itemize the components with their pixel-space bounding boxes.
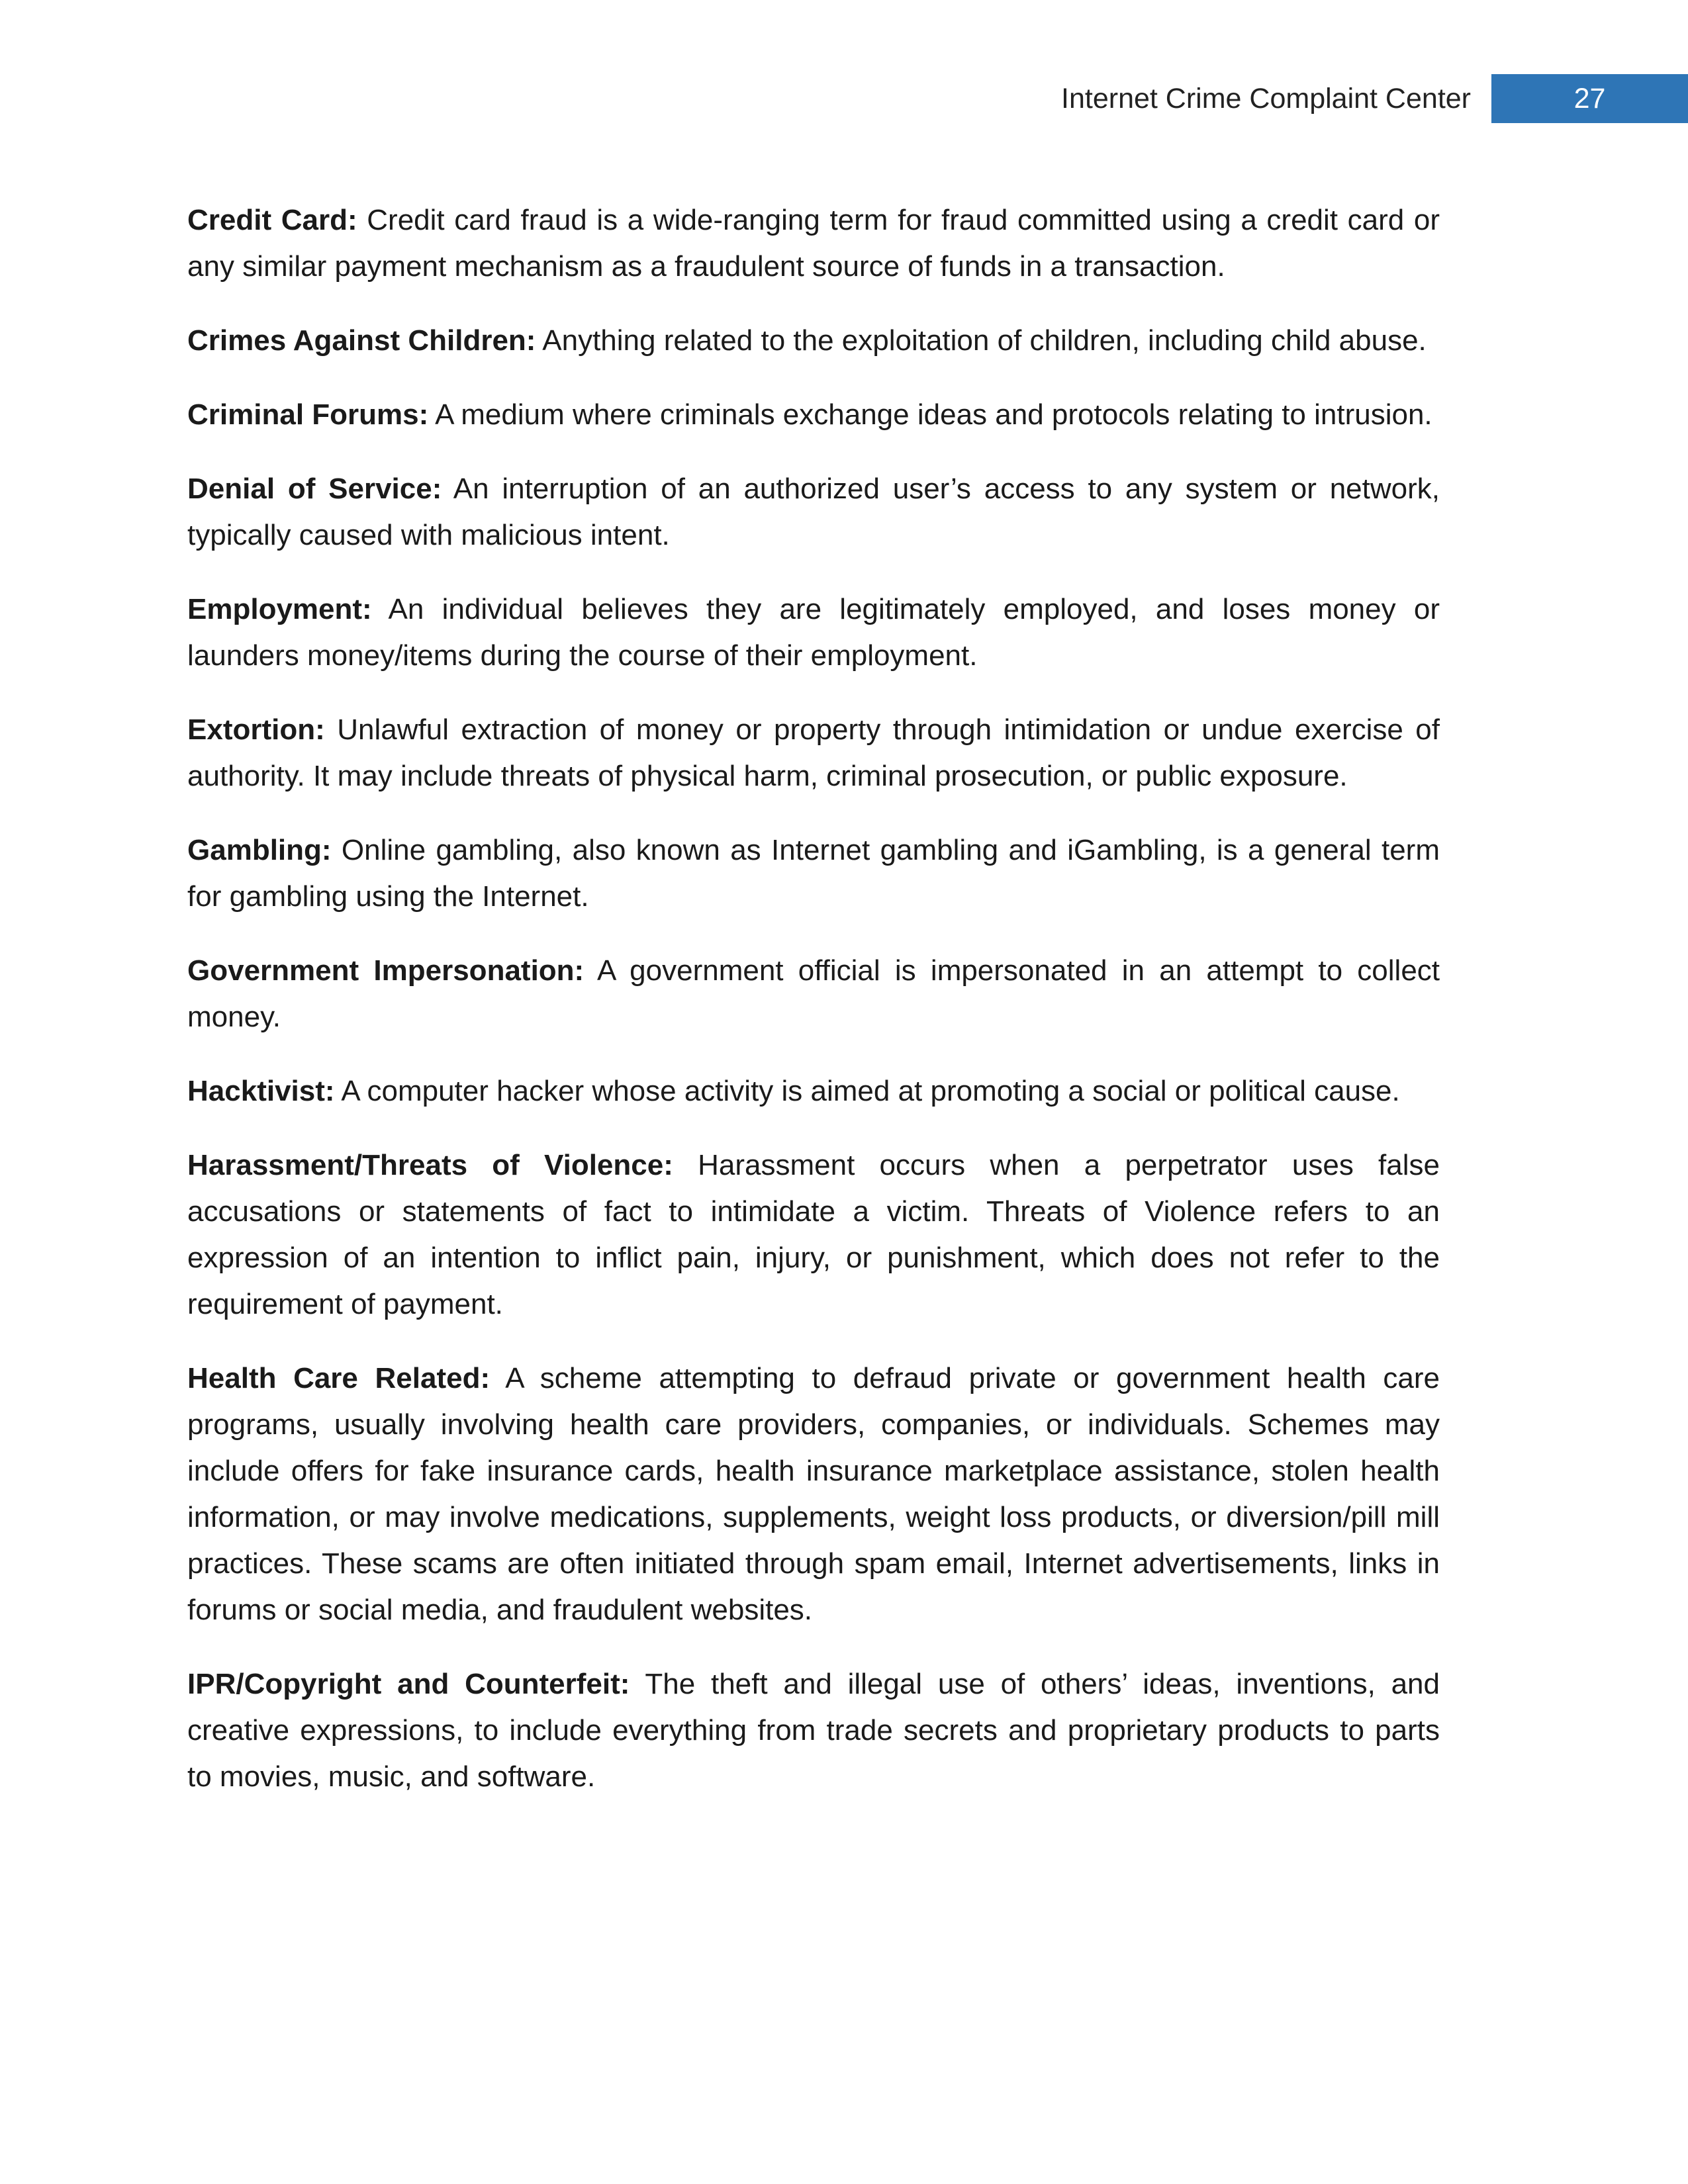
glossary-definition: An interruption of an authorized user’s access to any system or network, typically caused with malicious intent. xyxy=(187,473,1440,551)
glossary-definition: An individual believes they are legitimately employed, and loses money or launders money/items during the course of their employment. xyxy=(187,593,1440,672)
glossary-term: Health Care Related: xyxy=(187,1362,491,1394)
glossary-entry-ipr-copyright xyxy=(187,1661,1440,1800)
glossary-term: Credit Card: xyxy=(187,204,357,236)
glossary-term: Harassment/Threats of Violence: xyxy=(187,1149,673,1181)
glossary-definition: Harassment occurs when a perpetrator uses false accusations or statements of fact to intimidate a victim. Threats of Violence refers to an expression of an intention to inflict pain, injury, or punishment, which does not refer to the requirement of payment. xyxy=(187,1149,1440,1320)
page-header xyxy=(0,74,1688,123)
glossary xyxy=(187,197,1440,1828)
page-number: 27 xyxy=(1573,83,1606,114)
glossary-entry-extortion xyxy=(187,707,1440,799)
glossary-definition: Anything related to the exploitation of children, including child abuse. xyxy=(542,324,1427,357)
glossary-term: Denial of Service: xyxy=(187,473,442,505)
glossary-definition: A government official is impersonated in an attempt to collect money. xyxy=(187,954,1440,1033)
glossary-term: Criminal Forums: xyxy=(187,398,429,431)
glossary-term: Government Impersonation: xyxy=(187,954,585,987)
glossary-term: Crimes Against Children: xyxy=(187,324,536,357)
glossary-definition: A computer hacker whose activity is aimed at promoting a social or political cause. xyxy=(341,1075,1400,1107)
glossary-entry-denial-of-service xyxy=(187,466,1440,559)
glossary-definition: A medium where criminals exchange ideas and protocols relating to intrusion. xyxy=(435,398,1432,431)
glossary-term: Employment: xyxy=(187,593,372,625)
glossary-term: Hacktivist: xyxy=(187,1075,335,1107)
glossary-entry-hacktivist xyxy=(187,1068,1440,1115)
glossary-definition: A scheme attempting to defraud private or government health care programs, usually involving health care providers, companies, or individuals. Schemes may include offers for fake insurance cards, health insurance marketplace assistance, stolen health information, or may involve medications, supplements, weight loss products, or diversion/pill mill practices. These scams are often initiated through spam email, Internet advertisements, links in forums or social media, and fraudulent websites. xyxy=(187,1362,1440,1626)
glossary-entry-credit-card xyxy=(187,197,1440,290)
page-number-box xyxy=(1491,74,1688,123)
glossary-entry-criminal-forums xyxy=(187,392,1440,438)
glossary-entry-employment xyxy=(187,586,1440,679)
glossary-entry-health-care-related xyxy=(187,1355,1440,1633)
glossary-definition: Online gambling, also known as Internet gambling and iGambling, is a general term for gambling using the Internet. xyxy=(187,834,1440,913)
glossary-definition: Unlawful extraction of money or property through intimidation or undue exercise of authority. It may include threats of physical harm, criminal prosecution, or public exposure. xyxy=(187,713,1440,792)
glossary-entry-gambling xyxy=(187,827,1440,920)
glossary-definition: The theft and illegal use of others’ ideas, inventions, and creative expressions, to include everything from trade secrets and proprietary products to parts to movies, music, and software. xyxy=(187,1668,1440,1793)
glossary-definition: Credit card fraud is a wide-ranging term for fraud committed using a credit card or any similar payment mechanism as a fraudulent source of funds in a transaction. xyxy=(187,204,1440,283)
glossary-term: Gambling: xyxy=(187,834,332,866)
glossary-term: Extortion: xyxy=(187,713,325,746)
document-title: Internet Crime Complaint Center xyxy=(1061,83,1471,114)
glossary-entry-government-impersonation xyxy=(187,948,1440,1040)
glossary-entry-harassment-threats xyxy=(187,1142,1440,1328)
glossary-entry-crimes-against-children xyxy=(187,318,1440,364)
glossary-term: IPR/Copyright and Counterfeit: xyxy=(187,1668,630,1700)
